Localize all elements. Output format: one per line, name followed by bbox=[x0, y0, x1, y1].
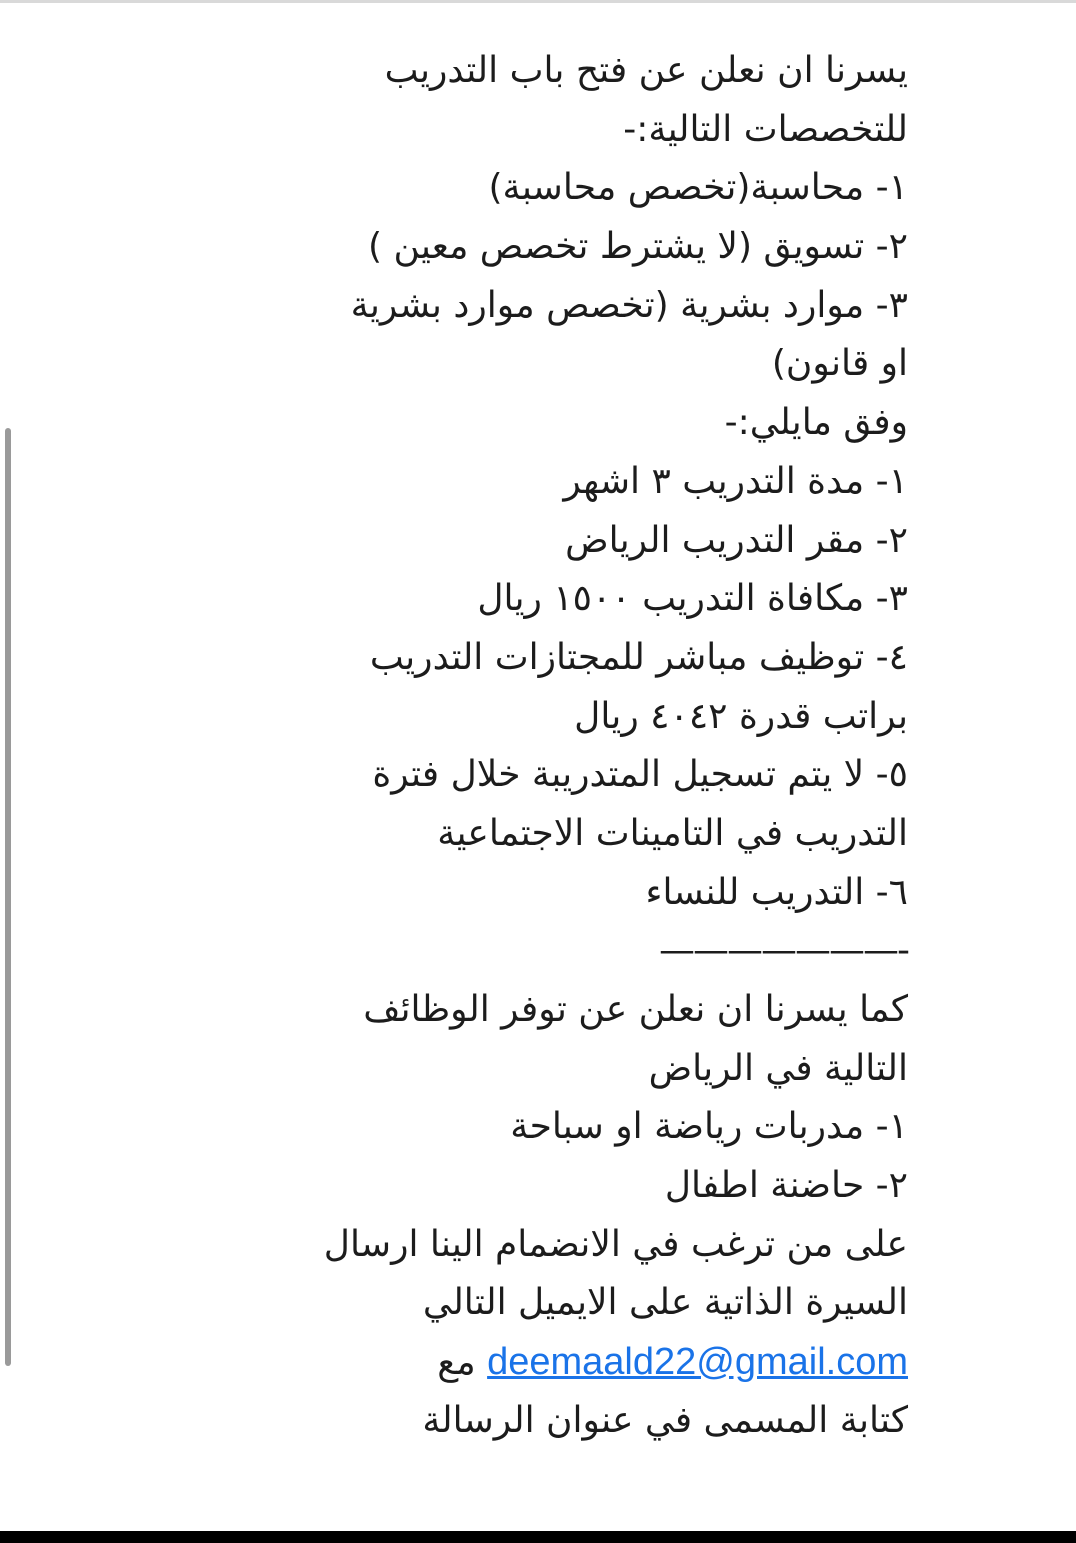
message-line: ٣- مكافاة التدريب ١٥٠٠ ريال bbox=[477, 578, 908, 620]
top-divider bbox=[0, 0, 1076, 3]
message-line: كما يسرنا ان نعلن عن توفر الوظائف bbox=[363, 989, 908, 1030]
scrollbar[interactable] bbox=[5, 428, 11, 1366]
message-line: ٤- توظيف مباشر للمجتازات التدريب bbox=[369, 636, 908, 678]
message-line: براتب قدرة ٤٠٤٢ ريال bbox=[574, 695, 908, 737]
message-line: ٢- مقر التدريب الرياض bbox=[565, 519, 908, 561]
message-body bbox=[268, 42, 908, 1451]
message-line: ٦- التدريب للنساء bbox=[645, 871, 908, 913]
message-line: ٢- حاضنة اطفال bbox=[664, 1165, 908, 1207]
message-line: او قانون) bbox=[771, 343, 908, 385]
message-line: التالية في الرياض bbox=[648, 1047, 908, 1089]
message-line: ١- مدربات رياضة او سباحة bbox=[510, 1106, 908, 1148]
message-line: ٥- لا يتم تسجيل المتدريبة خلال فترة bbox=[372, 754, 908, 796]
message-line: ٣- موارد بشرية (تخصص موارد بشرية bbox=[350, 284, 908, 326]
text-divider: -——————— bbox=[659, 930, 908, 972]
message-line: للتخصصات التالية:- bbox=[623, 108, 908, 150]
email-row bbox=[268, 1333, 908, 1392]
message-line: ١- مدة التدريب ٣ اشهر bbox=[563, 460, 908, 502]
message-line: التدريب في التامينات الاجتماعية bbox=[437, 812, 908, 854]
message-line: على من ترغب في الانضمام الينا ارسال bbox=[323, 1223, 908, 1265]
message-line: ١- محاسبة(تخصص محاسبة) bbox=[488, 167, 908, 209]
bottom-bar bbox=[0, 1531, 1076, 1543]
message-line: ٢- تسويق (لا يشترط تخصص معين ) bbox=[367, 226, 908, 268]
message-line: كتابة المسمى في عنوان الرسالة bbox=[422, 1399, 908, 1441]
email-suffix: مع bbox=[437, 1342, 476, 1384]
message-line: يسرنا ان نعلن عن فتح باب التدريب bbox=[384, 50, 908, 91]
message-line: وفق مايلي:- bbox=[724, 402, 908, 444]
email-link[interactable]: deemaald22@gmail.com bbox=[487, 1341, 908, 1384]
message-line: السيرة الذاتية على الايميل التالي bbox=[422, 1282, 908, 1324]
